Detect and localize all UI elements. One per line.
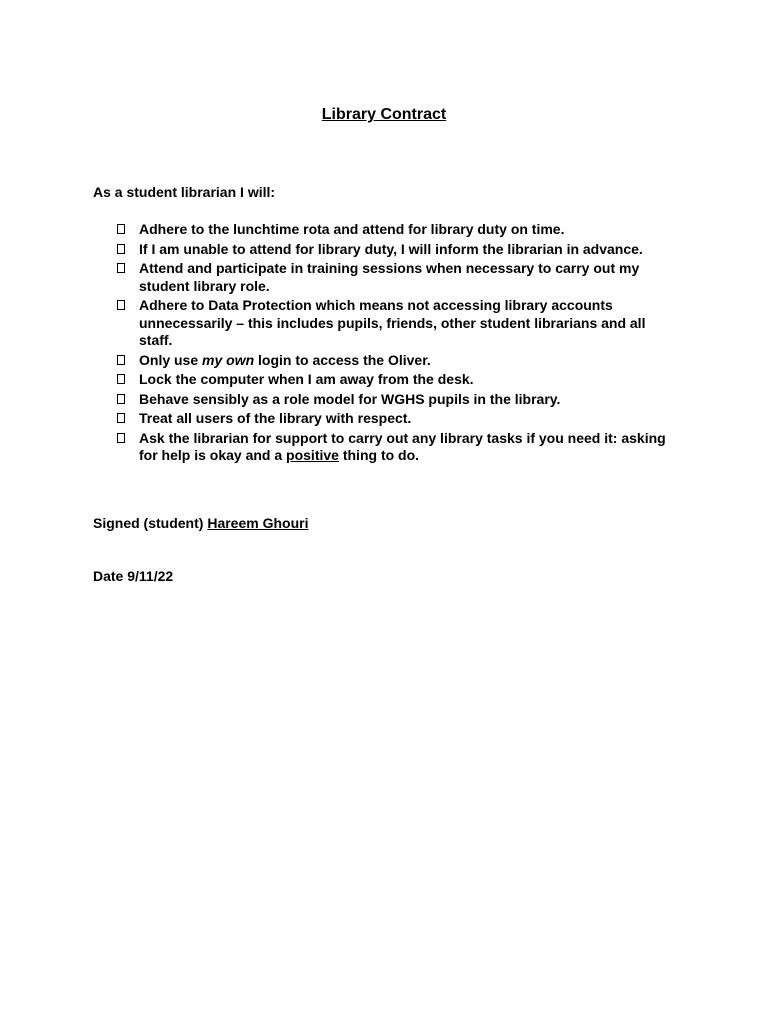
- list-item-emphasis: my own: [202, 351, 255, 368]
- checkbox-bullet-icon: [117, 433, 125, 443]
- document-title-text: Library Contract: [321, 106, 447, 123]
- signature-line: [93, 515, 308, 531]
- checkbox-bullet-icon: [117, 355, 125, 365]
- list-item-underlined: positive: [286, 447, 339, 463]
- list-item-text: Attend and participate in training sessions when necessary to carry out my student library role.: [139, 260, 640, 294]
- list-item-text: Adhere to the lunchtime rota and attend for library duty on time.: [139, 221, 565, 237]
- list-item: [117, 391, 677, 409]
- date-line: Date 9/11/22: [93, 568, 174, 584]
- list-item: [117, 430, 677, 465]
- checkbox-bullet-icon: [117, 244, 125, 254]
- signed-label: Signed (student): [93, 515, 208, 531]
- checkbox-bullet-icon: [117, 300, 125, 310]
- list-item-text: Adhere to Data Protection which means not accessing library accounts unnecessarily – this includes pupils, friends, other student librarians and all staff.: [139, 297, 646, 348]
- list-item-text-before: Only use: [139, 351, 203, 368]
- checkbox-bullet-icon: [117, 394, 125, 404]
- list-item-text: Behave sensibly as a role model for WGHS pupils in the library.: [139, 390, 561, 407]
- list-item-text-after: thing to do.: [338, 447, 420, 463]
- list-item: [117, 371, 677, 389]
- list-item: [117, 410, 677, 428]
- commitments-list: [117, 221, 677, 467]
- list-item: [117, 221, 677, 239]
- checkbox-bullet-icon: [117, 224, 125, 234]
- signed-name: Hareem Ghouri: [207, 515, 309, 531]
- list-item: [117, 297, 677, 350]
- document-title: [0, 106, 768, 124]
- checkbox-bullet-icon: [117, 413, 125, 423]
- checkbox-bullet-icon: [117, 263, 125, 273]
- checkbox-bullet-icon: [117, 374, 125, 384]
- list-item-text-before: Ask the librarian for support to carry out any library tasks if you need it: asking for help is okay and a: [139, 429, 666, 463]
- list-item-text-after: login to access the Oliver.: [254, 351, 431, 368]
- list-item-text: Lock the computer when I am away from the desk.: [139, 371, 474, 387]
- list-item: [117, 241, 677, 259]
- list-item: [117, 352, 677, 370]
- list-item-text: If I am unable to attend for library duty, I will inform the librarian in advance.: [139, 240, 643, 257]
- intro-text: As a student librarian I will:: [93, 184, 276, 200]
- list-item: [117, 260, 677, 295]
- list-item-text: Treat all users of the library with respect.: [139, 410, 412, 426]
